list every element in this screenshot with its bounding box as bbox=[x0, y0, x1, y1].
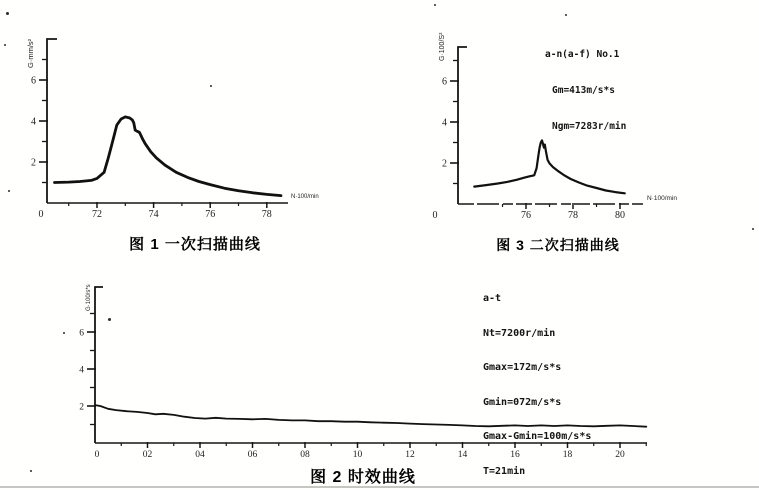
origin-tick-label: 0 bbox=[432, 210, 438, 221]
y-tick-label: 2 bbox=[442, 158, 447, 170]
scan-speck bbox=[434, 4, 436, 6]
x-tick-label: 08 bbox=[300, 450, 310, 460]
x-tick-label: 18 bbox=[562, 450, 573, 460]
scan-speck bbox=[8, 190, 10, 192]
y-axis-unit-label: G·100/S² bbox=[439, 32, 446, 61]
x-tick-label: 72 bbox=[92, 209, 102, 220]
data-curve bbox=[55, 117, 282, 196]
y-tick-label: 4 bbox=[79, 365, 84, 376]
x-tick-label: 78 bbox=[261, 209, 272, 220]
x-tick-label: 76 bbox=[521, 210, 531, 221]
x-tick-label: 14 bbox=[457, 450, 468, 460]
figure2-annotation-block bbox=[483, 270, 591, 490]
scan-speck bbox=[752, 228, 754, 230]
annotation-line: Ngm=7283r/min bbox=[552, 121, 627, 132]
x-tick-label: 16 bbox=[510, 450, 520, 460]
annotation-line: Gmax=172m/s*s bbox=[483, 362, 562, 373]
scan-speck bbox=[30, 470, 32, 472]
figure1-first-scan-curve-chart bbox=[0, 0, 335, 232]
x-tick-label: 06 bbox=[247, 450, 258, 460]
x-tick-label: 12 bbox=[405, 450, 415, 460]
y-axis bbox=[458, 47, 467, 204]
x-axis-unit-label: N·100/min bbox=[291, 194, 319, 200]
y-tick-label: 2 bbox=[79, 402, 84, 413]
y-axis-unit-label: G·100/s*s bbox=[86, 284, 92, 311]
y-tick-label: 6 bbox=[31, 75, 36, 87]
x-tick-label: 74 bbox=[148, 209, 159, 220]
y-tick-label: 6 bbox=[79, 328, 84, 339]
figure3-caption: 图 3 二次扫描曲线 bbox=[496, 237, 620, 253]
x-tick-label: 10 bbox=[352, 450, 363, 460]
y-tick-label: 4 bbox=[442, 117, 447, 129]
x-tick-label: 04 bbox=[195, 450, 205, 460]
annotation-line: a-n(a-f) No.1 bbox=[545, 49, 620, 60]
annotation-line: a-t bbox=[483, 293, 502, 304]
x-axis-unit-label: N·100/min bbox=[647, 195, 677, 202]
x-tick-label: 20 bbox=[615, 450, 625, 460]
x-tick-label: 80 bbox=[615, 210, 625, 221]
figure3-annotation-block bbox=[545, 25, 626, 157]
y-tick-label: 2 bbox=[31, 157, 36, 169]
scan-speck bbox=[4, 44, 6, 46]
annotation-line: Gm=413m/s*s bbox=[552, 85, 615, 96]
scan-speck bbox=[565, 14, 567, 16]
x-tick-label: 02 bbox=[142, 450, 153, 460]
y-axis bbox=[95, 287, 103, 443]
x-tick-label: 78 bbox=[568, 210, 578, 221]
origin-tick-label: 0 bbox=[94, 450, 100, 460]
figure1-caption: 图 1 一次扫描曲线 bbox=[129, 236, 261, 253]
origin-tick-label: 0 bbox=[38, 209, 44, 220]
annotation-line: Nt=7200r/min bbox=[483, 327, 556, 339]
figure2-aging-curve-chart bbox=[50, 278, 759, 460]
figure2-caption: 图 2 时效曲线 bbox=[310, 469, 416, 486]
scan-speck bbox=[63, 332, 65, 334]
y-axis bbox=[47, 39, 57, 203]
scan-speck bbox=[6, 12, 9, 15]
annotation-line: Gmax-Gmin=100m/s*s bbox=[483, 431, 592, 442]
annotation-line: T=21min bbox=[483, 465, 526, 477]
y-axis-unit-label: G·mm/s² bbox=[26, 38, 35, 68]
scan-speck bbox=[210, 85, 212, 87]
y-tick-label: 4 bbox=[31, 116, 36, 128]
annotation-line: Gmin=072m/s*s bbox=[483, 396, 562, 408]
y-tick-label: 6 bbox=[442, 76, 447, 88]
scan-speck bbox=[108, 318, 111, 321]
x-tick-label: 76 bbox=[205, 209, 216, 220]
page-edge-shadow bbox=[0, 486, 759, 488]
